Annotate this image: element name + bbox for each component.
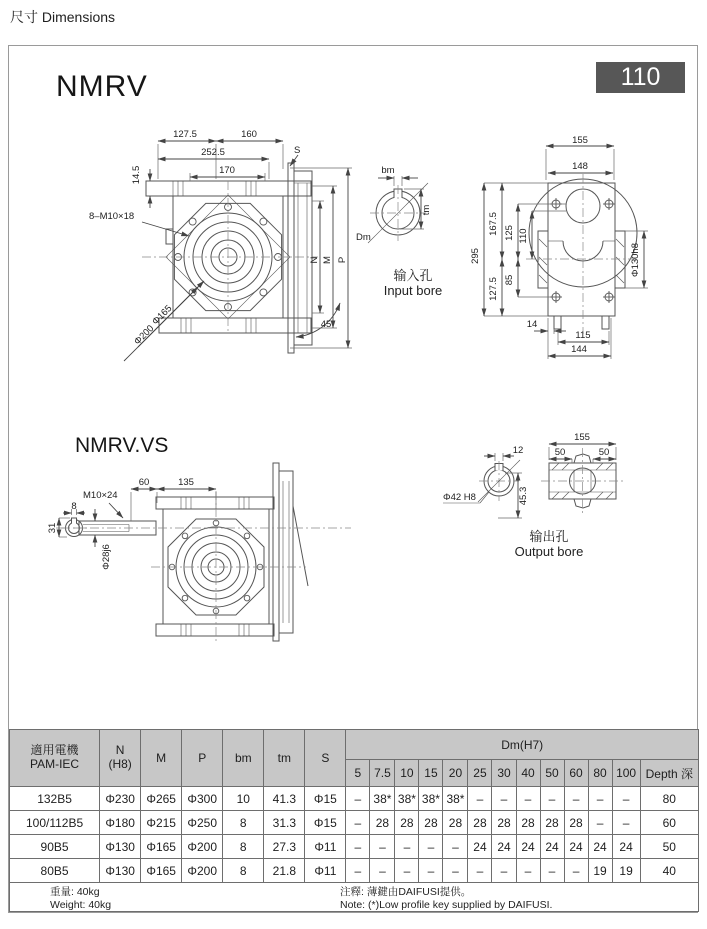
row-cell: 8 [223,811,264,835]
row-cell: – [468,859,492,883]
row-cell: – [516,787,540,811]
series-title: NMRV [56,70,148,103]
row-cell: 21.8 [264,859,305,883]
dim-50-left: 50 [554,447,566,458]
col-header-n: N (H8) [100,730,141,787]
row-cell: 8 [223,859,264,883]
dim-phi130h8: Φ130h8 [630,243,641,277]
output-shaft-section [541,448,624,516]
row-cell: 24 [564,835,588,859]
col-header-dm-40: 40 [516,760,540,787]
dim-tm: tm [421,204,432,216]
row-cell: – [419,859,443,883]
row-cell: Φ130 [100,859,141,883]
dim-155b: 155 [574,432,590,443]
dim-dm: Dm [356,232,371,243]
back-view-dims [470,135,648,359]
row-cell: Φ215 [141,811,182,835]
row-cell: – [346,811,370,835]
col-header-dm-80: 80 [588,760,612,787]
key-note: 注釋: 薄鍵由DAIFUSI提供。 Note: (*)Low profile key supplied by DAIFUSI. [340,886,553,912]
dim-p: P [337,256,348,264]
row-cell: – [516,859,540,883]
row-cell: – [468,787,492,811]
dim-125: 125 [504,225,515,241]
dim-170: 170 [219,165,235,176]
row-cell: 38* [443,787,468,811]
col-header-dm-7-5: 7.5 [370,760,395,787]
row-cell: 24 [588,835,612,859]
col-header-dm-5: 5 [346,760,370,787]
row-cell: – [540,859,564,883]
col-header-m: M [141,730,182,787]
input-bore-caption-en: Input bore [383,283,443,298]
dim-155: 155 [572,135,588,146]
row-cell: 24 [516,835,540,859]
dim-110: 110 [518,228,529,244]
drawing-input-bore [355,164,473,304]
col-header-dm-60: 60 [564,760,588,787]
row-cell: Φ11 [305,859,346,883]
row-cell: 38* [395,787,419,811]
col-header-p: P [182,730,223,787]
dim-n: N [309,256,320,264]
dim-14: 14 [526,319,538,330]
row-cell: Φ11 [305,835,346,859]
col-header-dm-30: 30 [492,760,516,787]
input-bore-dims [356,165,432,243]
col-header-dm-10: 10 [395,760,419,787]
dimensions [89,129,352,361]
label-bolt-pattern: 8–M10×18 [89,211,135,222]
datasheet-page [8,45,698,913]
col-header-s: S [305,730,346,787]
table-body [10,787,699,883]
table-row [10,835,699,859]
row-cell: – [370,835,395,859]
row-cell: 28 [516,811,540,835]
page-title: 尺寸 Dimensions [10,9,116,25]
drawing-nmrv-front [86,123,358,405]
dim-45-3: 45.3 [518,486,529,506]
dim-14-5: 14.5 [131,165,142,185]
row-cell: Φ130 [100,835,141,859]
row-cell: – [370,859,395,883]
row-cell: – [588,787,612,811]
row-cell: Φ265 [141,787,182,811]
input-bore-outline [368,183,428,243]
row-cell: – [395,835,419,859]
col-header-pam: 適用電機 PAM-IEC [10,730,100,787]
row-model: 90B5 [10,835,100,859]
row-cell: – [346,787,370,811]
dim-252-5: 252.5 [201,147,225,158]
row-cell: 31.3 [264,811,305,835]
dim-115: 115 [575,330,591,341]
row-cell: 24 [612,835,640,859]
table-row [10,811,699,835]
row-cell: – [564,787,588,811]
row-cell: – [612,787,640,811]
row-cell: Φ180 [100,811,141,835]
dim-160: 160 [241,129,257,140]
row-cell: 28 [492,811,516,835]
row-cell: Φ15 [305,787,346,811]
row-cell: 24 [468,835,492,859]
row-model: 132B5 [10,787,100,811]
row-cell: 19 [612,859,640,883]
dim-m10x24: M10×24 [83,490,118,501]
col-header-tm: tm [264,730,305,787]
row-cell: 27.3 [264,835,305,859]
row-cell: 24 [492,835,516,859]
dim-127-5b: 127.5 [488,277,499,301]
row-cell: Φ165 [141,859,182,883]
dim-295: 295 [470,248,481,264]
table-row [10,787,699,811]
row-cell: – [419,835,443,859]
row-cell: – [443,835,468,859]
row-cell: – [395,859,419,883]
dimensions-table [9,729,699,912]
dim-phi28j6: Φ28j6 [101,544,112,570]
col-header-dm-50: 50 [540,760,564,787]
col-header-dm-25: 25 [468,760,492,787]
dim-85: 85 [504,274,515,286]
row-cell: 19 [588,859,612,883]
row-cell: 80 [640,787,698,811]
dim-12: 12 [512,445,524,456]
row-model: 100/112B5 [10,811,100,835]
row-cell: 8 [223,835,264,859]
col-header-depth: Depth 深 [640,760,698,787]
dim-bm: bm [381,165,395,176]
dim-31: 31 [47,522,58,534]
row-cell: 38* [419,787,443,811]
dim-60: 60 [138,477,150,488]
row-cell: 50 [640,835,698,859]
row-cell: 28 [540,811,564,835]
dim-148: 148 [572,161,588,172]
table-row [10,859,699,883]
row-cell: 28 [564,811,588,835]
row-cell: – [346,859,370,883]
dim-m: M [322,256,333,264]
col-header-dm-100: 100 [612,760,640,787]
output-bore-caption-zh: 输出孔 [529,529,569,544]
label-s: S [294,145,301,156]
row-cell: 28 [443,811,468,835]
dim-phi165: Φ165 [150,303,175,328]
row-cell: 28 [395,811,419,835]
col-header-dm-h7: Dm(H7) [346,730,699,760]
row-cell: 40 [640,859,698,883]
dim-167-5: 167.5 [488,212,499,236]
drawing-output-bore [436,426,636,586]
drawing-nmrv-back [466,136,699,368]
dim-phi200: Φ200 [132,323,157,348]
row-cell: 10 [223,787,264,811]
col-header-dm-20: 20 [443,760,468,787]
dim-135: 135 [178,477,194,488]
row-cell: – [612,811,640,835]
row-cell: 60 [640,811,698,835]
gearbox-back-outline [526,174,637,334]
drawing-nmrv-vs [47,451,371,701]
row-cell: Φ300 [182,787,223,811]
row-cell: Φ200 [182,835,223,859]
input-bore-caption-zh: 输入孔 [393,268,433,283]
dim-8: 8 [71,501,77,512]
vs-series-title: NMRV.VS [75,434,169,457]
row-cell: Φ230 [100,787,141,811]
output-bore-caption-en: Output bore [514,544,584,559]
row-cell: – [540,787,564,811]
dim-50-right: 50 [598,447,610,458]
row-cell: 28 [468,811,492,835]
output-dims [443,432,616,518]
col-header-dm-15: 15 [419,760,443,787]
row-cell: 28 [419,811,443,835]
row-cell: 38* [370,787,395,811]
row-model: 80B5 [10,859,100,883]
row-cell: Φ15 [305,811,346,835]
row-cell: – [564,859,588,883]
col-header-bm: bm [223,730,264,787]
row-cell: 41.3 [264,787,305,811]
row-cell: – [346,835,370,859]
output-bore-circle [478,460,520,502]
dim-127-5: 127.5 [173,129,197,140]
table-footnote [10,883,699,912]
dim-phi42h8: Φ42 H8 [443,492,476,503]
row-cell: Φ165 [141,835,182,859]
row-cell: 28 [370,811,395,835]
row-cell: Φ250 [182,811,223,835]
weight-note: 重量: 40kg Weight: 40kg [50,886,112,912]
row-cell: Φ200 [182,859,223,883]
dim-144: 144 [571,344,587,355]
row-cell: – [443,859,468,883]
row-cell: – [492,859,516,883]
size-badge: 110 [596,62,685,93]
row-cell: 24 [540,835,564,859]
row-cell: – [492,787,516,811]
dim-45deg: 45 [320,319,332,330]
row-cell: – [588,811,612,835]
